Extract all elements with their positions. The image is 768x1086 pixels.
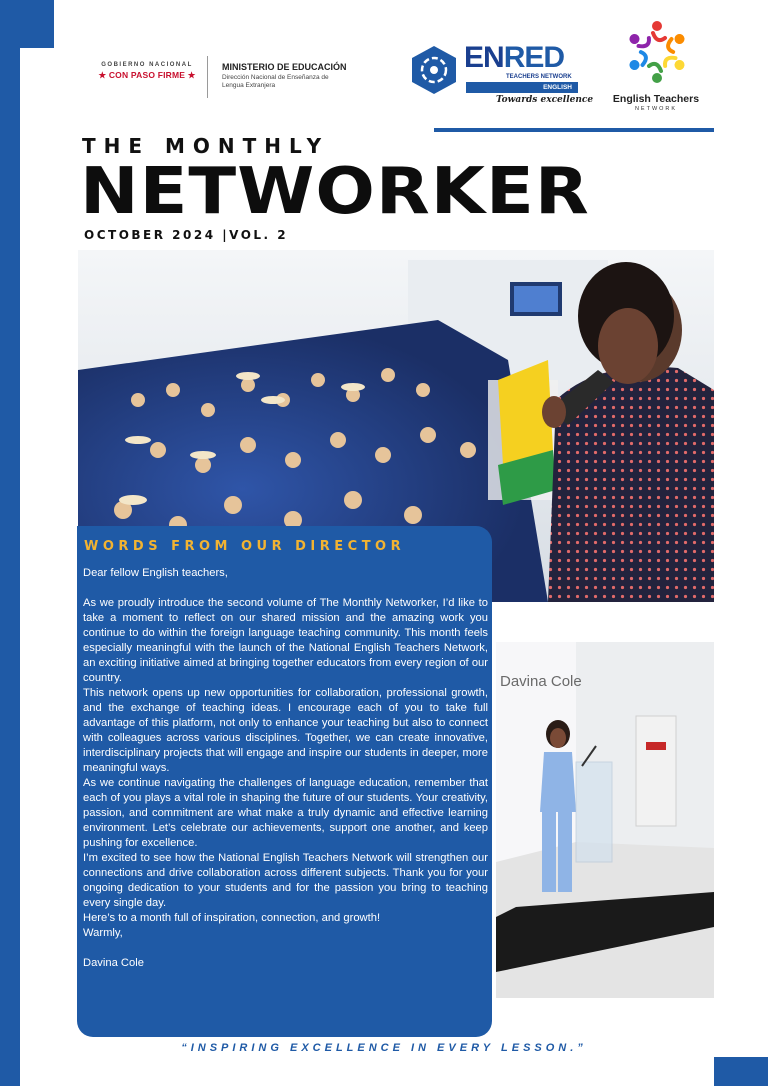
bottom-right-accent-block — [714, 1057, 768, 1086]
letter-paragraph-4: I’m excited to see how the National English Teachers Network will strengthen our connections and drive collaboration across different subjects. Thank you for your ongoing dedication to your students and for the passion you bring to teaching every single day. — [83, 852, 488, 909]
letter-paragraph-3: As we continue navigating the challenges of language education, remember that each of you plays a vital role in shaping the future of our students. Your creativity, passion, and commitment are what make a truly dynamic and effective learning environment. Let’s celebrate our achievements, support one another, and keep pushing for excellence. — [83, 777, 488, 849]
ministry-subtitle — [222, 74, 362, 90]
director-letter-panel — [77, 526, 492, 1037]
etn-title: English Teachers — [612, 93, 700, 105]
issue-date: OCTOBER 2024 |VOL. 2 — [84, 228, 289, 242]
enred-subtitle: TEACHERS NETWORK — [506, 74, 572, 80]
gov-logo-line2: ★ CON PASO FIRME ★ — [98, 70, 196, 80]
enred-wordmark — [464, 42, 564, 74]
enred-english-bar: ENGLISH — [466, 82, 578, 93]
photo-sign-text: Davina Cole — [500, 673, 582, 690]
english-teachers-network-icon — [624, 16, 690, 88]
ministry-subtitle-line2: Lengua Extranjera — [222, 82, 276, 89]
letter-signoff: Warmly, — [83, 927, 123, 939]
director-heading: WORDS FROM OUR DIRECTOR — [84, 539, 406, 554]
footer-quote: “INSPIRING EXCELLENCE IN EVERY LESSON.” — [181, 1042, 587, 1054]
masthead-title: NETWORKER — [80, 153, 590, 229]
masthead-kicker: THE MONTHLY — [82, 134, 330, 158]
ministry-subtitle-line1: Dirección Nacional de Enseñanza de — [222, 74, 329, 81]
enred-wordmark-red: RED — [503, 41, 565, 74]
director-podium-photo — [496, 642, 714, 998]
gov-logo-line1: GOBIERNO NACIONAL — [101, 62, 193, 68]
logo-divider — [207, 56, 208, 98]
letter-paragraph-2: This network opens up new opportunities for collaboration, professional growth, and the exchange of teaching ideas. I encourage each of you to take full advantage of this platform, not only to enhance your teaching but also to connect with colleagues across various disciplines. Together, we can create innovative, interdisciplinary projects that will engage and inspire our students in deeper, more meaningful ways. — [83, 687, 488, 774]
letter-signature: Davina Cole — [83, 957, 144, 969]
top-left-accent-block — [0, 0, 54, 48]
ministry-logo — [222, 62, 362, 90]
letter-closing-line: Here’s to a month full of inspiration, connection, and growth! — [83, 912, 381, 924]
enred-tagline: Towards excellence — [496, 95, 594, 105]
ministry-title: MINISTERIO DE EDUCACIÓN — [222, 62, 347, 72]
etn-subtitle: NETWORK — [634, 106, 678, 112]
header-rule — [434, 128, 714, 132]
enred-hexagon-icon — [410, 45, 458, 95]
letter-paragraph-1: As we proudly introduce the second volume of The Monthly Networker, I’d like to take a moment to reflect on our shared mission and the amazing work you continue to do within the foreign language teaching community. This month feels especially meaningful with the launch of the National English Teachers Network, an exciting initiative aimed at bringing together educators from every region of our country. — [83, 597, 488, 684]
letter-greeting: Dear fellow English teachers, — [83, 567, 228, 579]
enred-wordmark-en: EN — [464, 41, 504, 74]
government-logo — [96, 62, 198, 81]
left-accent-bar — [0, 0, 20, 1086]
